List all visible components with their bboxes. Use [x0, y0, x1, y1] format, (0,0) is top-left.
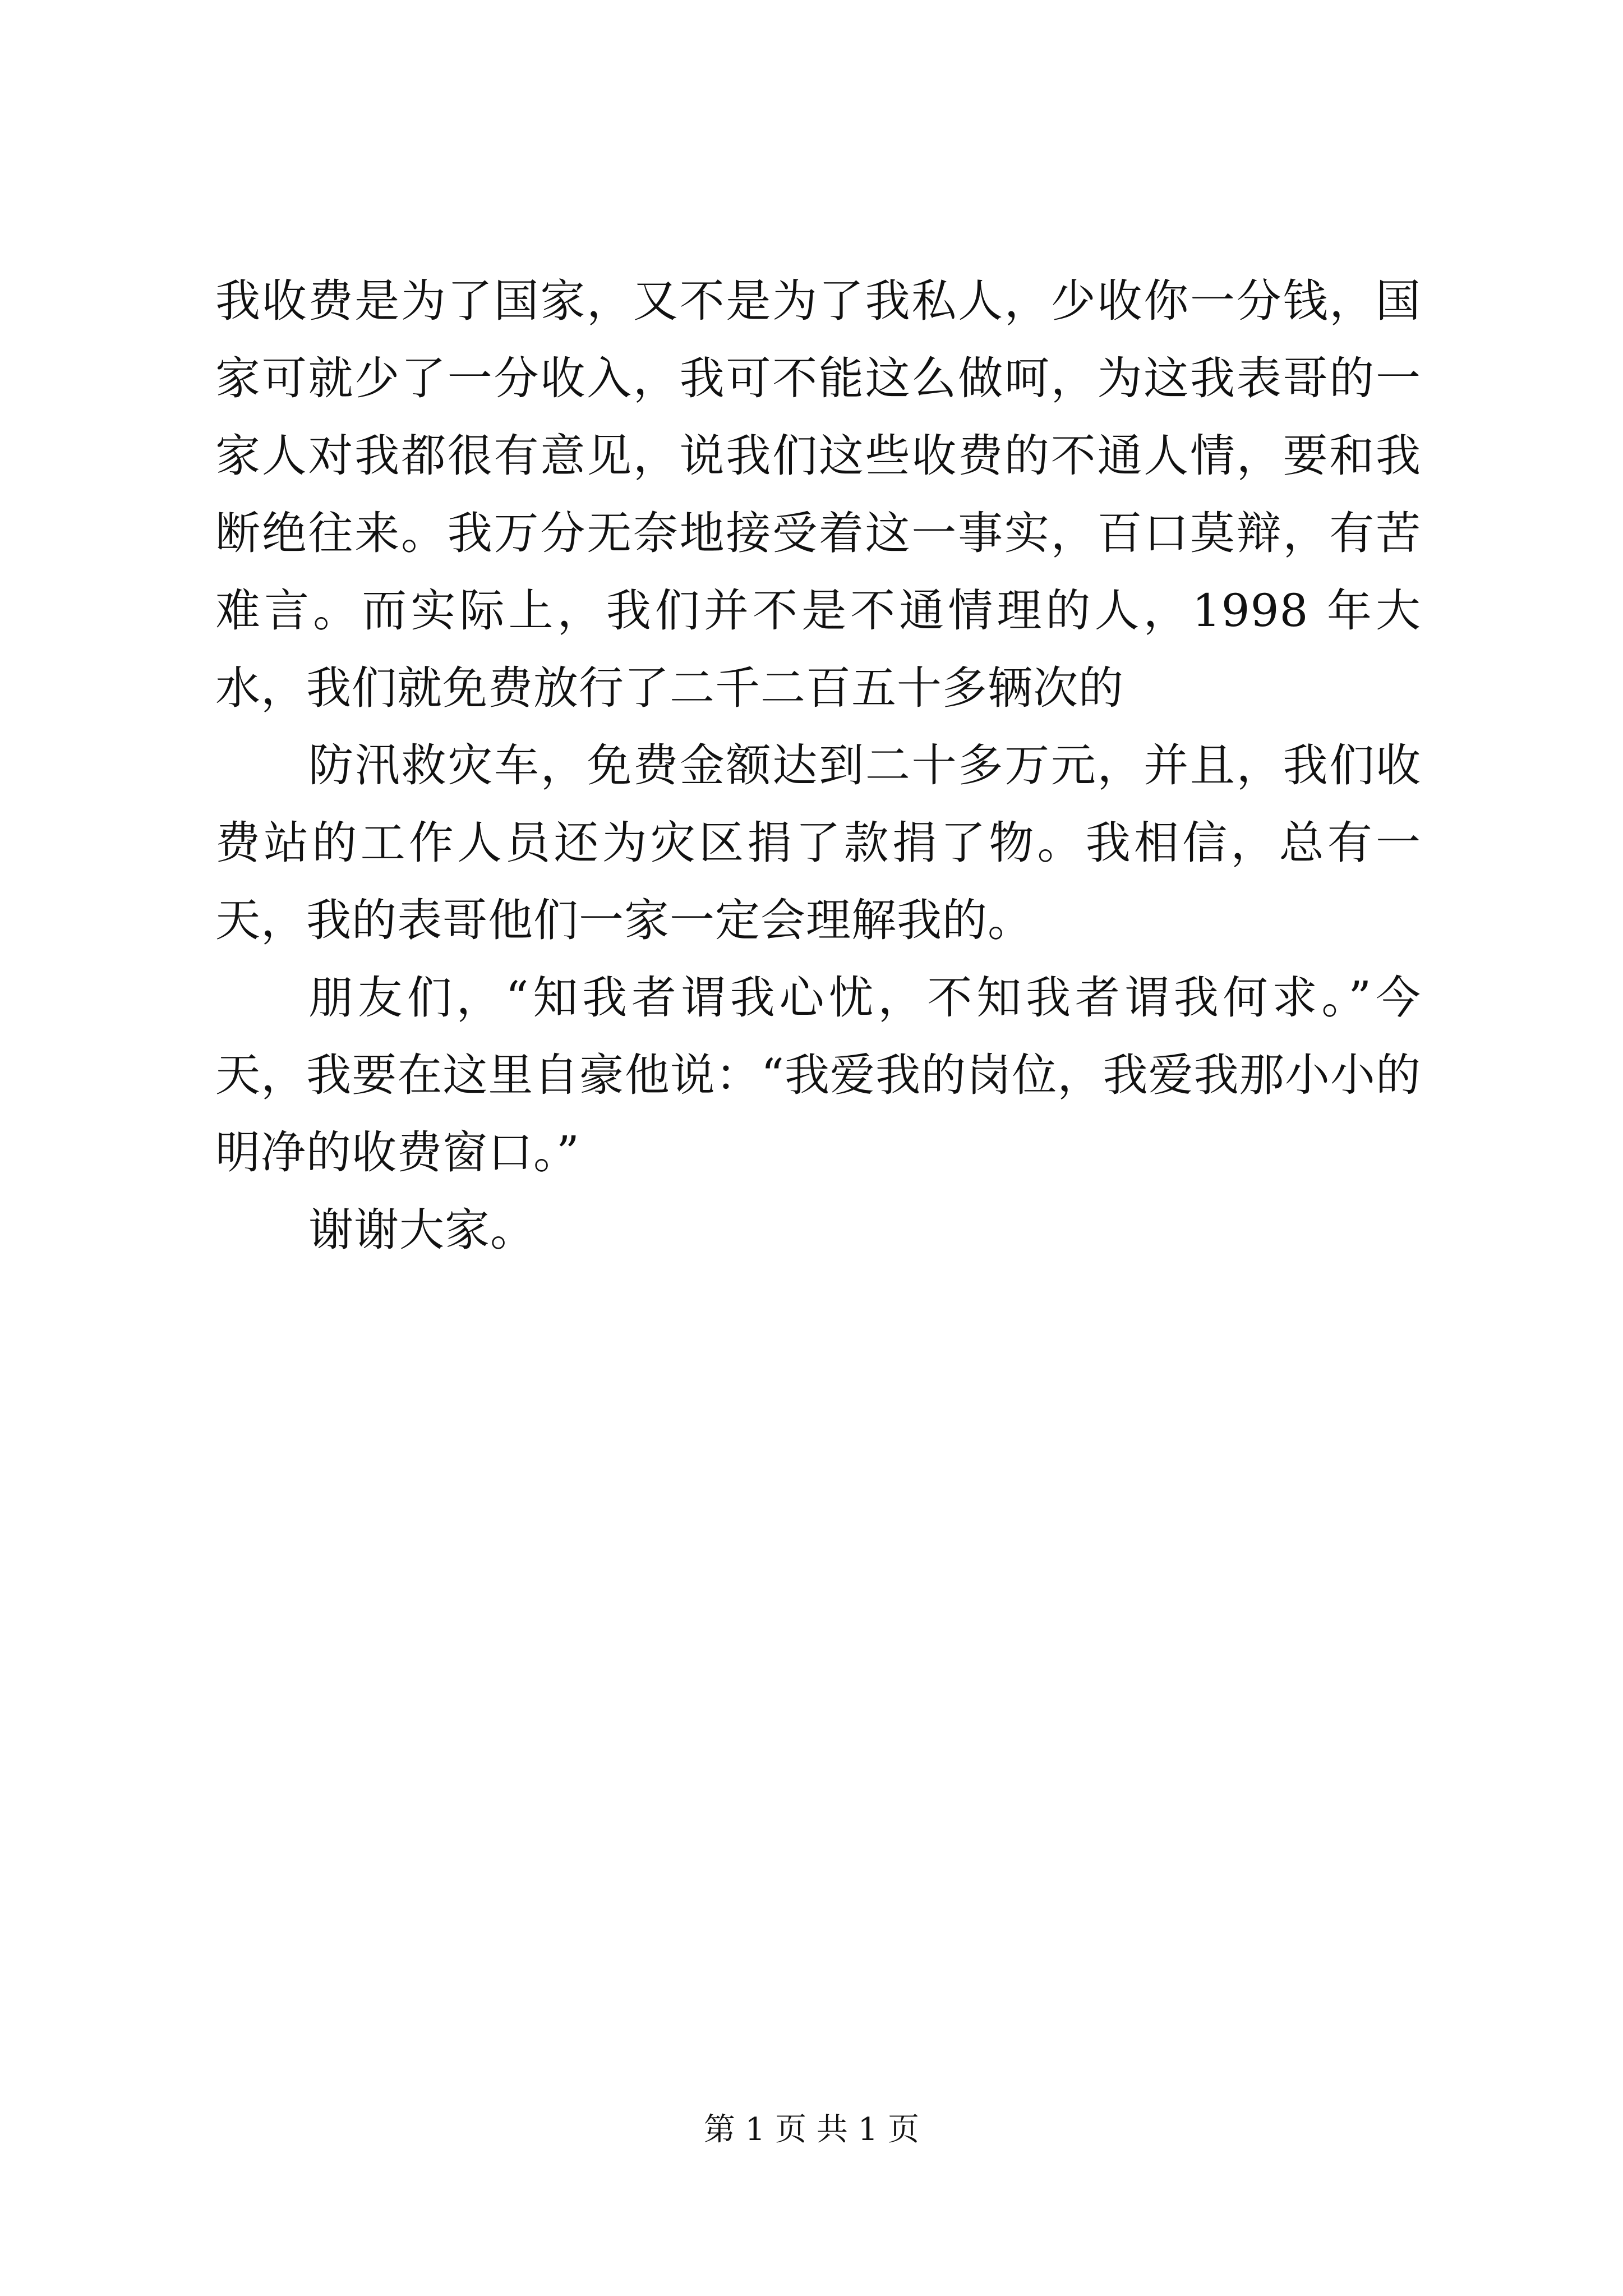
- paragraph-1: 我收费是为了国家，又不是为了我私人，少收你一分钱，国家可就少了一分收入，我可不能这么做呵，为这我表哥的一家人对我都很有意见，说我们这些收费的不通人情，要和我断绝往来。我万分无奈地接受着这一事实，百口莫辩，有苦难言。而实际上，我们并不是不通情理的人，1998 年大水，我们就免费放行了二千二百五十多辆次的: [215, 275, 1421, 714]
- page-footer: 第 1 页 共 1 页: [703, 2111, 920, 2148]
- paragraph-3: 朋友们，“知我者谓我心忧，不知我者谓我何求。”今天，我要在这里自豪他说：“我爱我的岗位，我爱我那小小的明净的收费窗口。”: [215, 972, 1421, 1179]
- paragraph-4: 谢谢大家。: [308, 1204, 536, 1256]
- paragraph-2: 防汛救灾车，免费金额达到二十多万元，并且，我们收费站的工作人员还为灾区捐了款捐了物。我相信，总有一天，我的表哥他们一家一定会理解我的。: [215, 739, 1421, 946]
- document-body: [215, 263, 1421, 1269]
